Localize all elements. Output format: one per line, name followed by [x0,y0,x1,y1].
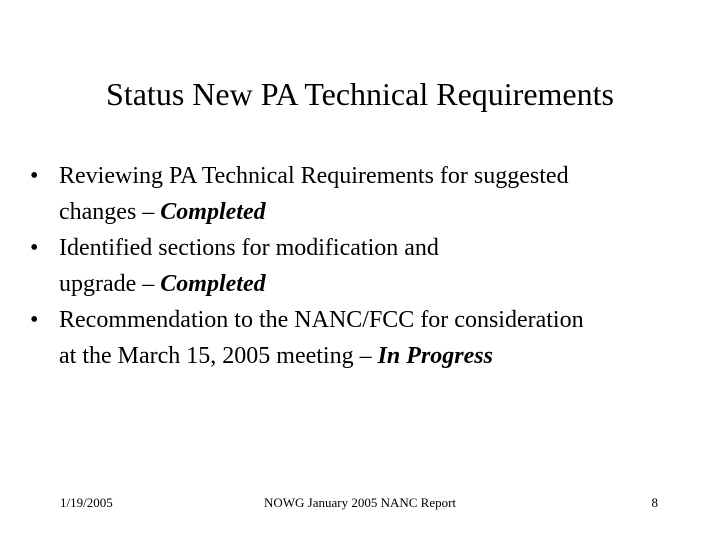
bullet-icon: • [30,235,39,261]
status-label: In Progress [377,343,493,369]
status-label: Completed [160,271,266,297]
bullet-item [30,230,700,302]
bullet-text-line: upgrade – [59,271,161,297]
bullet-text-line: Reviewing PA Technical Requirements for suggested [59,163,569,189]
bullet-item [30,302,700,374]
bullet-text-line: at the March 15, 2005 meeting – [59,343,378,369]
footer-title: NOWG January 2005 NANC Report [263,495,457,510]
bullet-icon: • [30,163,39,189]
bullet-text-line: Recommendation to the NANC/FCC for consideration [59,307,584,333]
bullet-icon: • [30,307,39,333]
bullet-item [30,158,700,230]
slide-title: Status New PA Technical Requirements [106,76,614,112]
footer-page-number: 8 [651,495,658,510]
bullet-text-line: changes – [59,199,161,225]
footer-date: 1/19/2005 [60,495,113,510]
bullet-text-line: Identified sections for modification and [59,235,439,261]
bullet-list [30,158,700,374]
status-label: Completed [160,199,266,225]
